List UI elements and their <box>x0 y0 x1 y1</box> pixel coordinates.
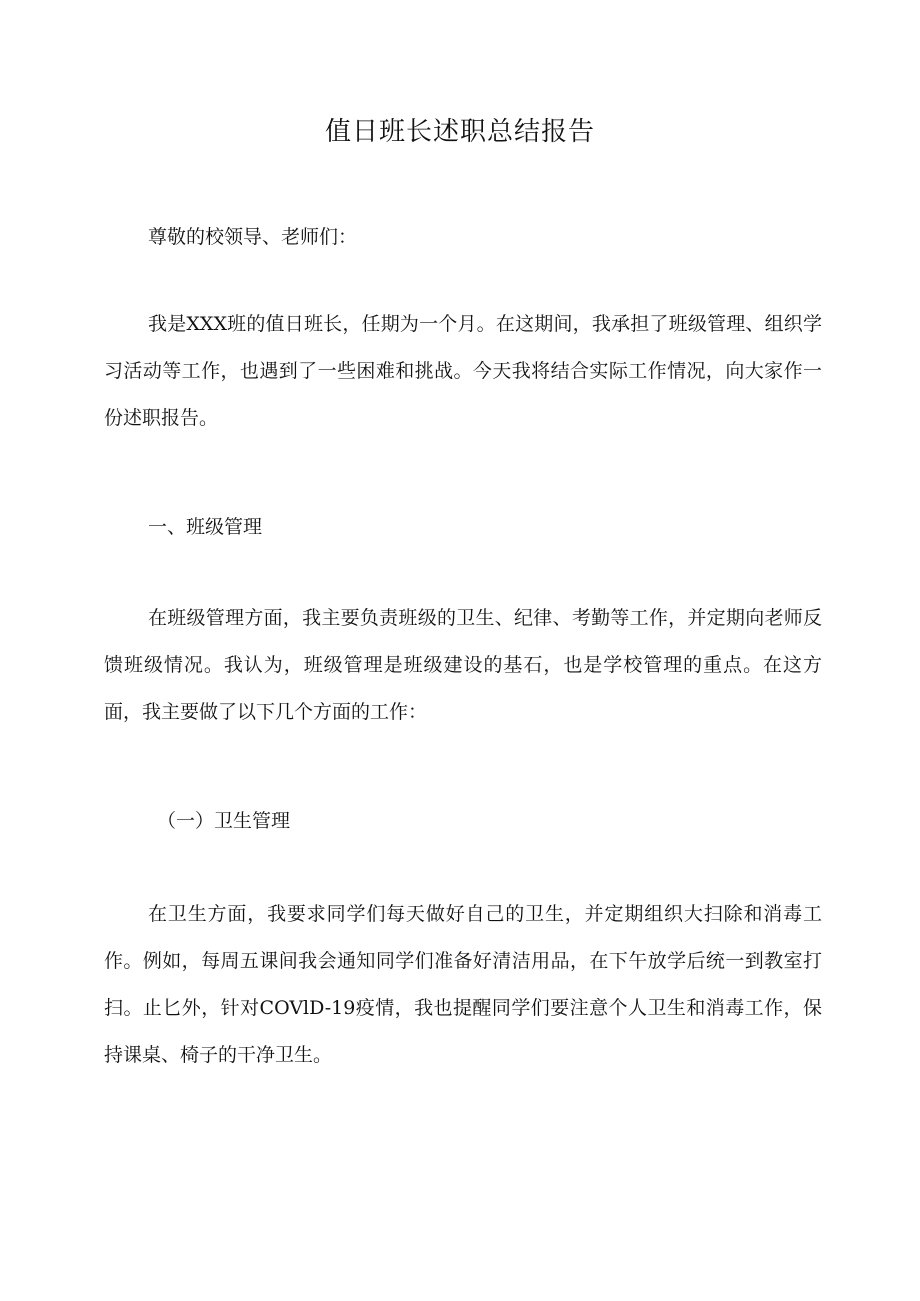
document-title: 值日班长述职总结报告 <box>324 117 595 147</box>
salutation: 尊敬的校领导、老师们： <box>148 226 358 248</box>
section-heading-class-management: 一、班级管理 <box>148 516 263 538</box>
subsection-heading-hygiene: （一）卫生管理 <box>157 810 291 832</box>
class-management-paragraph: 在班级管理方面，我主要负责班级的卫生、纪律、考勤等工作，并定期向老师反馈班级情况。我认为，班级管理是班级建设的基石，也是学校管理的重点。在这方面，我主要做了以下几个方面的工作： <box>104 607 822 723</box>
hygiene-paragraph: 在卫生方面，我要求同学们每天做好自己的卫生，并定期组织大扫除和消毒工作。例如，每周五课间我会通知同学们准备好清洁用品，在下午放学后统一到教室打扫。止匕外，针对COVlD-19疫情，我也提醒同学们要注意个人卫生和消毒工作，保持课桌、椅子的干净卫生。 <box>104 903 822 1066</box>
intro-paragraph: 我是XXX班的值日班长，任期为一个月。在这期间，我承担了班级管理、组织学习活动等工作，也遇到了一些困难和挑战。今天我将结合实际工作情况，向大家作一份述职报告。 <box>104 313 822 429</box>
